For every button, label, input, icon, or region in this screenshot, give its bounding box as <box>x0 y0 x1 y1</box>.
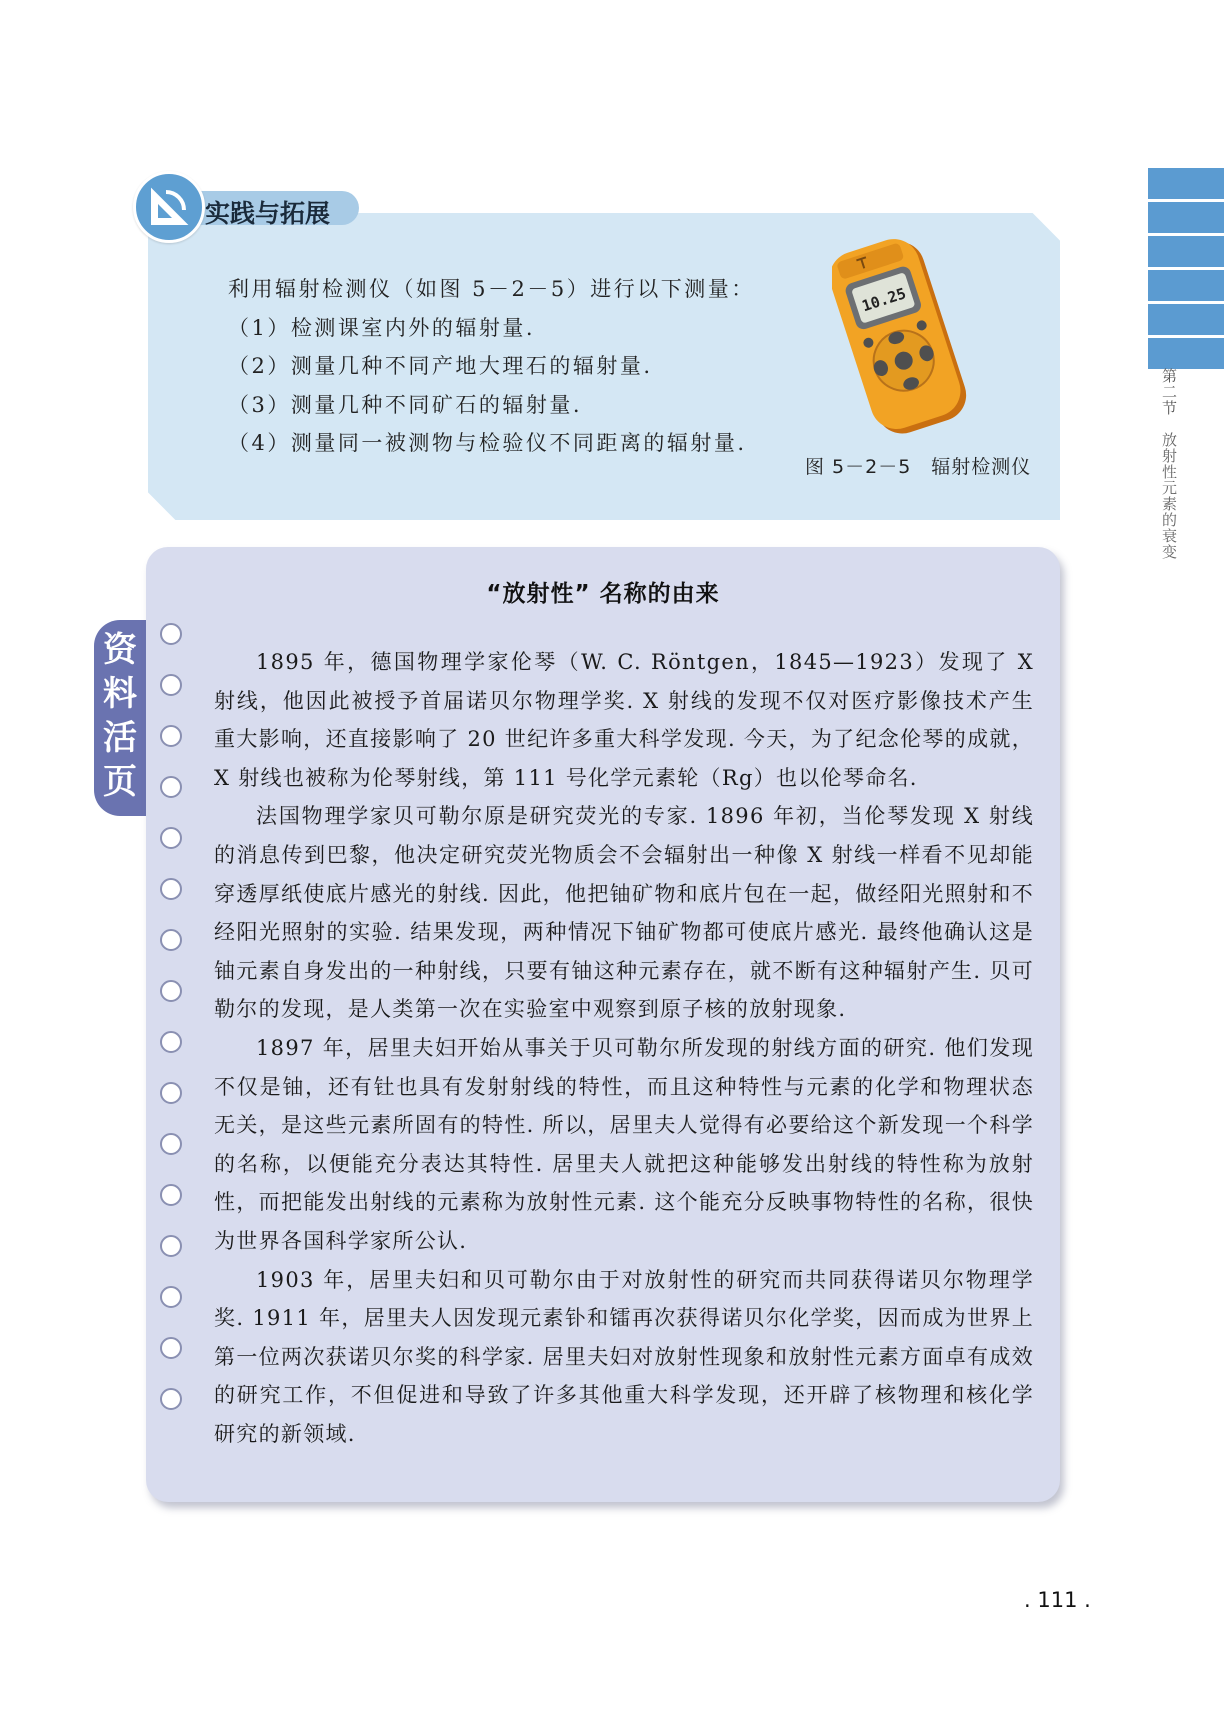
binder-ring <box>160 1388 182 1410</box>
practice-item: （4）测量同一被测物与检验仪不同距离的辐射量. <box>228 431 747 455</box>
reference-side-label: 资 料 活 页 <box>94 620 146 816</box>
section-edge-label <box>1142 368 1178 560</box>
binder-ring <box>160 878 182 900</box>
binder-ring <box>160 980 182 1002</box>
binder-ring <box>160 1235 182 1257</box>
practice-header <box>133 171 359 228</box>
binder-ring <box>160 1286 182 1308</box>
reference-title: “放射性” 名称的由来 <box>486 581 720 607</box>
practice-pill <box>183 191 359 228</box>
ruler-triangle-icon <box>133 171 205 243</box>
binder-ring <box>160 1031 182 1053</box>
radiation-detector-image <box>832 236 972 440</box>
reference-body <box>214 643 1034 1453</box>
section-number: 第二节 <box>1160 368 1178 416</box>
binder-ring <box>160 827 182 849</box>
binder-ring <box>160 725 182 747</box>
binder-ring <box>160 623 182 645</box>
binder-ring <box>160 776 182 798</box>
section-edge-tab <box>1148 168 1224 358</box>
reference-paragraph: 1903 年，居里夫妇和贝可勒尔由于对放射性的研究而共同获得诺贝尔物理学奖. 1911 年，居里夫人因发现元素钋和镭再次获得诺贝尔化学奖，因而成为世界上第一位两次获诺贝尔奖的科学家. 居里夫妇对放射性现象和放射性元素方面卓有成效的研究工作，不但促进和导致了许多其他重大科学发现，还开辟了核物理和核化学研究的新领域. <box>214 1267 1034 1446</box>
practice-item: （2）测量几种不同产地大理石的辐射量. <box>228 354 653 378</box>
binder-ring <box>160 674 182 696</box>
reference-paragraph: 1897 年，居里夫妇开始从事关于贝可勒尔所发现的射线方面的研究. 他们发现不仅是铀，还有钍也具有发射射线的特性，而且这种特性与元素的化学和物理状态无关，是这些元素所固有的特性. 所以，居里夫人觉得有必要给这个新发现一个科学的名称，以便能充分表达其特性. 居里夫人就把这种能够发出射线的特性称为放射性，而把能发出射线的元素称为放射性元素. 这个能充分反映事物特性的名称，很快为世界各国科学家所公认. <box>214 1035 1034 1253</box>
binder-ring <box>160 1337 182 1359</box>
device-reading: 10.25 <box>859 284 909 316</box>
page-number: . 111 . <box>1024 1588 1091 1612</box>
practice-item: （3）测量几种不同矿石的辐射量. <box>228 392 583 417</box>
practice-item: （1）检测课室内外的辐射量. <box>228 315 536 340</box>
binder-ring <box>160 929 182 951</box>
binder-ring <box>160 1184 182 1206</box>
practice-title: 实践与拓展 <box>205 199 331 228</box>
binder-ring <box>160 1082 182 1104</box>
binder-ring <box>160 1133 182 1155</box>
figure-caption: 图 5－2－5 辐射检测仪 <box>805 456 1032 478</box>
section-title: 放射性元素的衰变 <box>1160 431 1178 560</box>
reference-paragraph: 1895 年，德国物理学家伦琴（W. C. Röntgen，1845—1923）发现了 X 射线，他因此被授予首届诺贝尔物理学奖. X 射线的发现不仅对医疗影像技术产生重大影响，还直接影响了 20 世纪许多重大科学发现. 今天，为了纪念伦琴的成就，X 射线也被称为伦琴射线，第 111 号化学元素轮（Rg）也以伦琴命名. <box>214 650 1034 790</box>
reference-paragraph: 法国物理学家贝可勒尔原是研究荧光的专家. 1896 年初，当伦琴发现 X 射线的消息传到巴黎，他决定研究荧光物质会不会辐射出一种像 X 射线一样看不见却能穿透厚纸使底片感光的射线. 因此，他把铀矿物和底片包在一起，做经阳光照射和不经阳光照射的实验. 结果发现，两种情况下铀矿物都可使底片感光. 最终他确认这是铀元素自身发出的一种射线，只要有铀这种元素存在，就不断有这种辐射产生. 贝可勒尔的发现，是人类第一次在实验室中观察到原子核的放射现象. <box>214 804 1034 1022</box>
practice-content <box>228 270 788 463</box>
practice-intro: 利用辐射检测仪（如图 5－2－5）进行以下测量： <box>228 277 755 301</box>
